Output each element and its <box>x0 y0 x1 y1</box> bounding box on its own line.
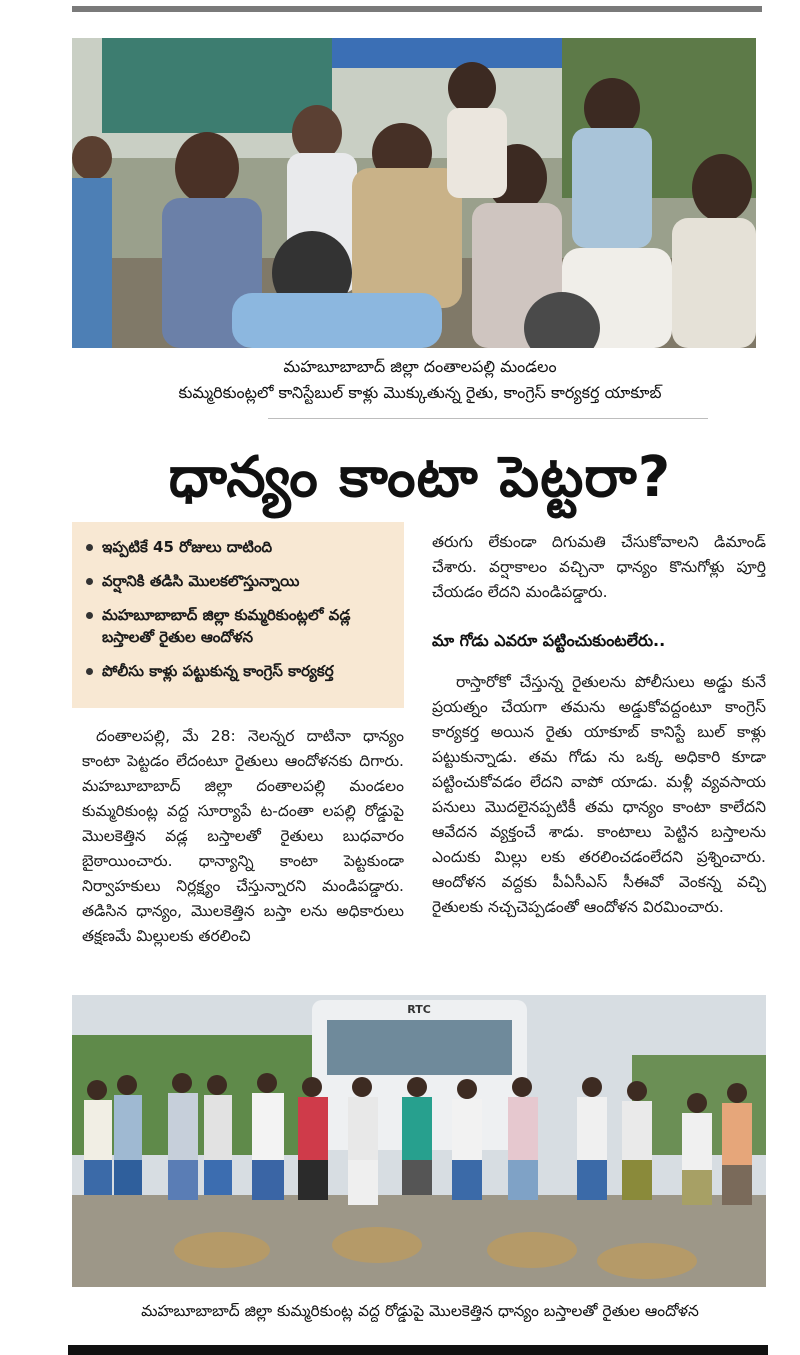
photo-caption-top <box>100 354 740 406</box>
article-body-right-bottom: రాస్తారోకో చేస్తున్న రైతులను పోలీసులు అడ్డు కునే ప్రయత్నం చేయగా తమను అడ్డుకోవద్దంటూ కాంగ్రెస్ కార్యకర్త అయిన రైతు యాకూబ్ కానిస్టే బుల్ కాళ్లు పట్టుకున్నాడు. తమ గోడు ను ఒక్క అధికారి కూడా పట్టించుకోవడం లేదని వాపో యాడు. మళ్లీ వ్యవసాయ పనులు మొదలైనప్పటికీ తమ ధాన్యం కాంటా కాలేదని ఆవేదన వ్యక్తంచే శాడు. కాంటాలు పెట్టిన బస్తాలను ఎందుకు మిల్లు లకు తరలించడంలేదని ప్రశ్నించారు. ఆందోళన వద్దకు పీఏసీఎస్ సీఈవో వెంకన్న వచ్చి రైతులకు నచ్చచెప్పడంతో ఆందోళన విరమించారు. <box>432 673 766 916</box>
subheading: మా గోడు ఎవరూ పట్టించుకుంటలేరు.. <box>432 631 666 650</box>
article-body-right-top: తరుగు లేకుండా దిగుమతి చేసుకోవాలని డిమాండ్ చేశారు. వర్షాకాలం వచ్చినా ధాన్యం కొనుగోళ్లు పూర్తి చేయడం లేదని మండిపడ్డారు. <box>432 533 766 601</box>
caption-line-1: మహబూబాబాద్ జిల్లా దంతాలపల్లి మండలం <box>283 357 557 376</box>
caption-line-2: కుమ్మరికుంట్లలో కానిస్టేబుల్ కాళ్లు మొక్కుతున్న రైతు, కాంగ్రెస్ కార్యకర్త యాకూబ్ <box>178 383 662 402</box>
article-body-left: దంతాలపల్లి, మే 28: నెలన్నర దాటినా ధాన్యం కాంటా పెట్టడం లేదంటూ రైతులు ఆందోళనకు దిగారు. మహబూబాబాద్ జిల్లా దంతాలపల్లి మండలం కుమ్మరికుంట్ల వద్ద సూర్యాపే ట-దంతా లపల్లి రోడ్డుపై మొలకెత్తిన వడ్ల బస్తాలతో రైతులు బుధవారం బైఠాయించారు. ధాన్యాన్ని కాంటా పెట్టకుండా నిర్వాహకులు నిర్లక్ష్యం చేస్తున్నారని మండిపడ్డారు. తడిసిన ధాన్యం, మొలకెత్తిన బస్తా లను అధికారులు తక్షణమే మిల్లులకు తరలించి <box>82 727 404 945</box>
bus-sign: RTC <box>407 1003 431 1016</box>
headline: ధాన్యం కాంటా పెట్టరా? <box>168 445 672 510</box>
photo-caption-bottom: మహబూబాబాద్ జిల్లా కుమ్మరికుంట్ల వద్ద రోడ్డుపై మొలకెత్తిన ధాన్యం బస్తాలతో రైతుల ఆందోళన <box>141 1302 699 1320</box>
photo-farmers-police <box>72 38 756 348</box>
top-rule <box>72 6 762 12</box>
highlight-item: మహబూబాబాద్ జిల్లా కుమ్మరికుంట్లలో వడ్ల బస్తాలతో రైతుల ఆందోళన <box>84 604 396 648</box>
highlights-box <box>72 522 404 708</box>
highlight-item: వర్షానికి తడిసి మొలకలొస్తున్నాయి <box>84 570 396 592</box>
caption-divider <box>268 418 708 419</box>
highlight-item: ఇప్పటికే 45 రోజులు దాటింది <box>84 536 396 558</box>
bottom-rule <box>68 1345 768 1355</box>
photo-farmers-protest-road <box>72 995 766 1287</box>
highlight-item: పోలీసు కాళ్లు పట్టుకున్న కాంగ్రెస్ కార్యకర్త <box>84 660 396 682</box>
